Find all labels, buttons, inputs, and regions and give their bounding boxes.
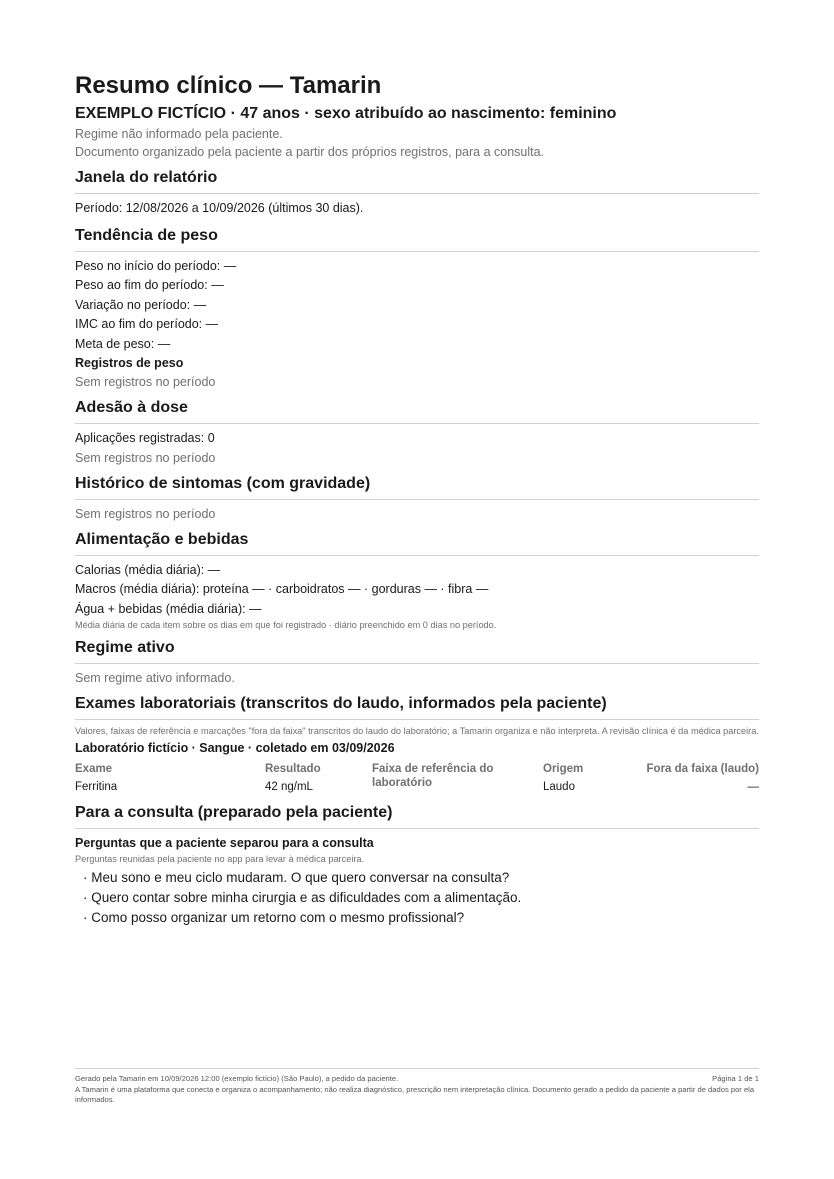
col-exame: Exame <box>75 763 113 775</box>
lab-note: Valores, faixas de referência e marcações "fora da faixa" transcritos do laudo do laboratório; a Tamarin organiza e não interpreta. A revisão clínica é da médica parceira. <box>75 726 759 736</box>
footer-disclaimer: A Tamarin é uma plataforma que conecta e organiza o acompanhamento; não realiza diagnóstico, prescrição nem interpretação clínica. Documento gerado a pedido da paciente a partir de dados por ela informados. <box>75 1084 755 1104</box>
lab-origem: Laudo <box>543 781 575 793</box>
col-origem: Origem <box>543 763 584 775</box>
lab-fora: — <box>747 781 759 793</box>
weight-variation: Variação no período: — <box>75 297 207 312</box>
dose-count: Aplicações registradas: 0 <box>75 431 215 445</box>
section-heading-exames: Exames laboratoriais (transcritos do laudo, informados pela paciente) <box>75 693 759 720</box>
lab-table <box>75 762 759 804</box>
report-page <box>75 70 759 928</box>
list-item: · Quero contar sobre minha cirurgia e as dificuldades com a alimentação. <box>83 890 522 905</box>
list-item: · Como posso organizar um retorno com o mesmo profissional? <box>83 910 465 925</box>
regime-empty: Sem regime ativo informado. <box>75 671 235 685</box>
weight-records-empty: Sem registros no período <box>75 375 216 389</box>
water-average: Água + bebidas (média diária): — <box>75 601 262 616</box>
section-heading-regime: Regime ativo <box>75 637 759 664</box>
weight-records-heading: Registros de peso <box>75 356 184 370</box>
col-fora: Fora da faixa (laudo) <box>646 763 759 775</box>
bmi-end: IMC ao fim do período: — <box>75 317 219 331</box>
section-heading-janela: Janela do relatório <box>75 167 759 194</box>
regime-note: Regime não informado pela paciente. <box>75 127 283 141</box>
col-resultado: Resultado <box>265 763 321 775</box>
dose-empty: Sem registros no período <box>75 450 216 465</box>
weight-start: Peso no início do período: — <box>75 258 237 273</box>
macros-average: Macros (média diária): proteína — · carboidratos — · gorduras — · fibra — <box>75 582 489 596</box>
lab-resultado: 42 ng/mL <box>265 781 313 793</box>
patient-subtitle: EXEMPLO FICTÍCIO · 47 anos · sexo atribuído ao nascimento: feminino <box>75 105 617 122</box>
page-number: Página 1 de 1 <box>712 1074 759 1083</box>
questions-heading: Perguntas que a paciente separou para a consulta <box>75 836 374 850</box>
footer-generated: Gerado pela Tamarin em 10/09/2026 12:00 (exemplo fictício) (São Paulo), a pedido da paciente. <box>75 1074 399 1083</box>
weight-goal: Meta de peso: — <box>75 336 171 351</box>
list-item: · Meu sono e meu ciclo mudaram. O que quero conversar na consulta? <box>83 870 510 885</box>
questions-note: Perguntas reunidas pela paciente no app para levar à médica parceira. <box>75 854 365 864</box>
calories-average: Calorias (média diária): — <box>75 562 221 577</box>
page-title: Resumo clínico — Tamarin <box>75 72 382 99</box>
lab-title: Laboratório fictício · Sangue · coletado em 03/09/2026 <box>75 741 395 755</box>
section-heading-alimentacao: Alimentação e bebidas <box>75 529 759 556</box>
col-faixa: Faixa de referência do laboratório <box>372 763 494 789</box>
document-note: Documento organizado pela paciente a partir dos próprios registros, para a consulta. <box>75 145 545 159</box>
questions-list <box>75 868 759 928</box>
food-note: Média diária de cada item sobre os dias em que foi registrado · diário preenchido em 0 dias no período. <box>75 620 497 630</box>
weight-end: Peso ao fim do período: — <box>75 278 224 292</box>
section-heading-adesao: Adesão à dose <box>75 397 759 424</box>
lab-exame: Ferritina <box>75 781 118 793</box>
symptoms-empty: Sem registros no período <box>75 506 216 521</box>
section-heading-consulta: Para a consulta (preparado pela paciente) <box>75 802 759 829</box>
section-heading-peso: Tendência de peso <box>75 225 759 252</box>
report-period: Período: 12/08/2026 a 10/09/2026 (últimos 30 dias). <box>75 201 364 215</box>
section-heading-sintomas: Histórico de sintomas (com gravidade) <box>75 473 759 500</box>
page-footer <box>75 1068 759 1106</box>
